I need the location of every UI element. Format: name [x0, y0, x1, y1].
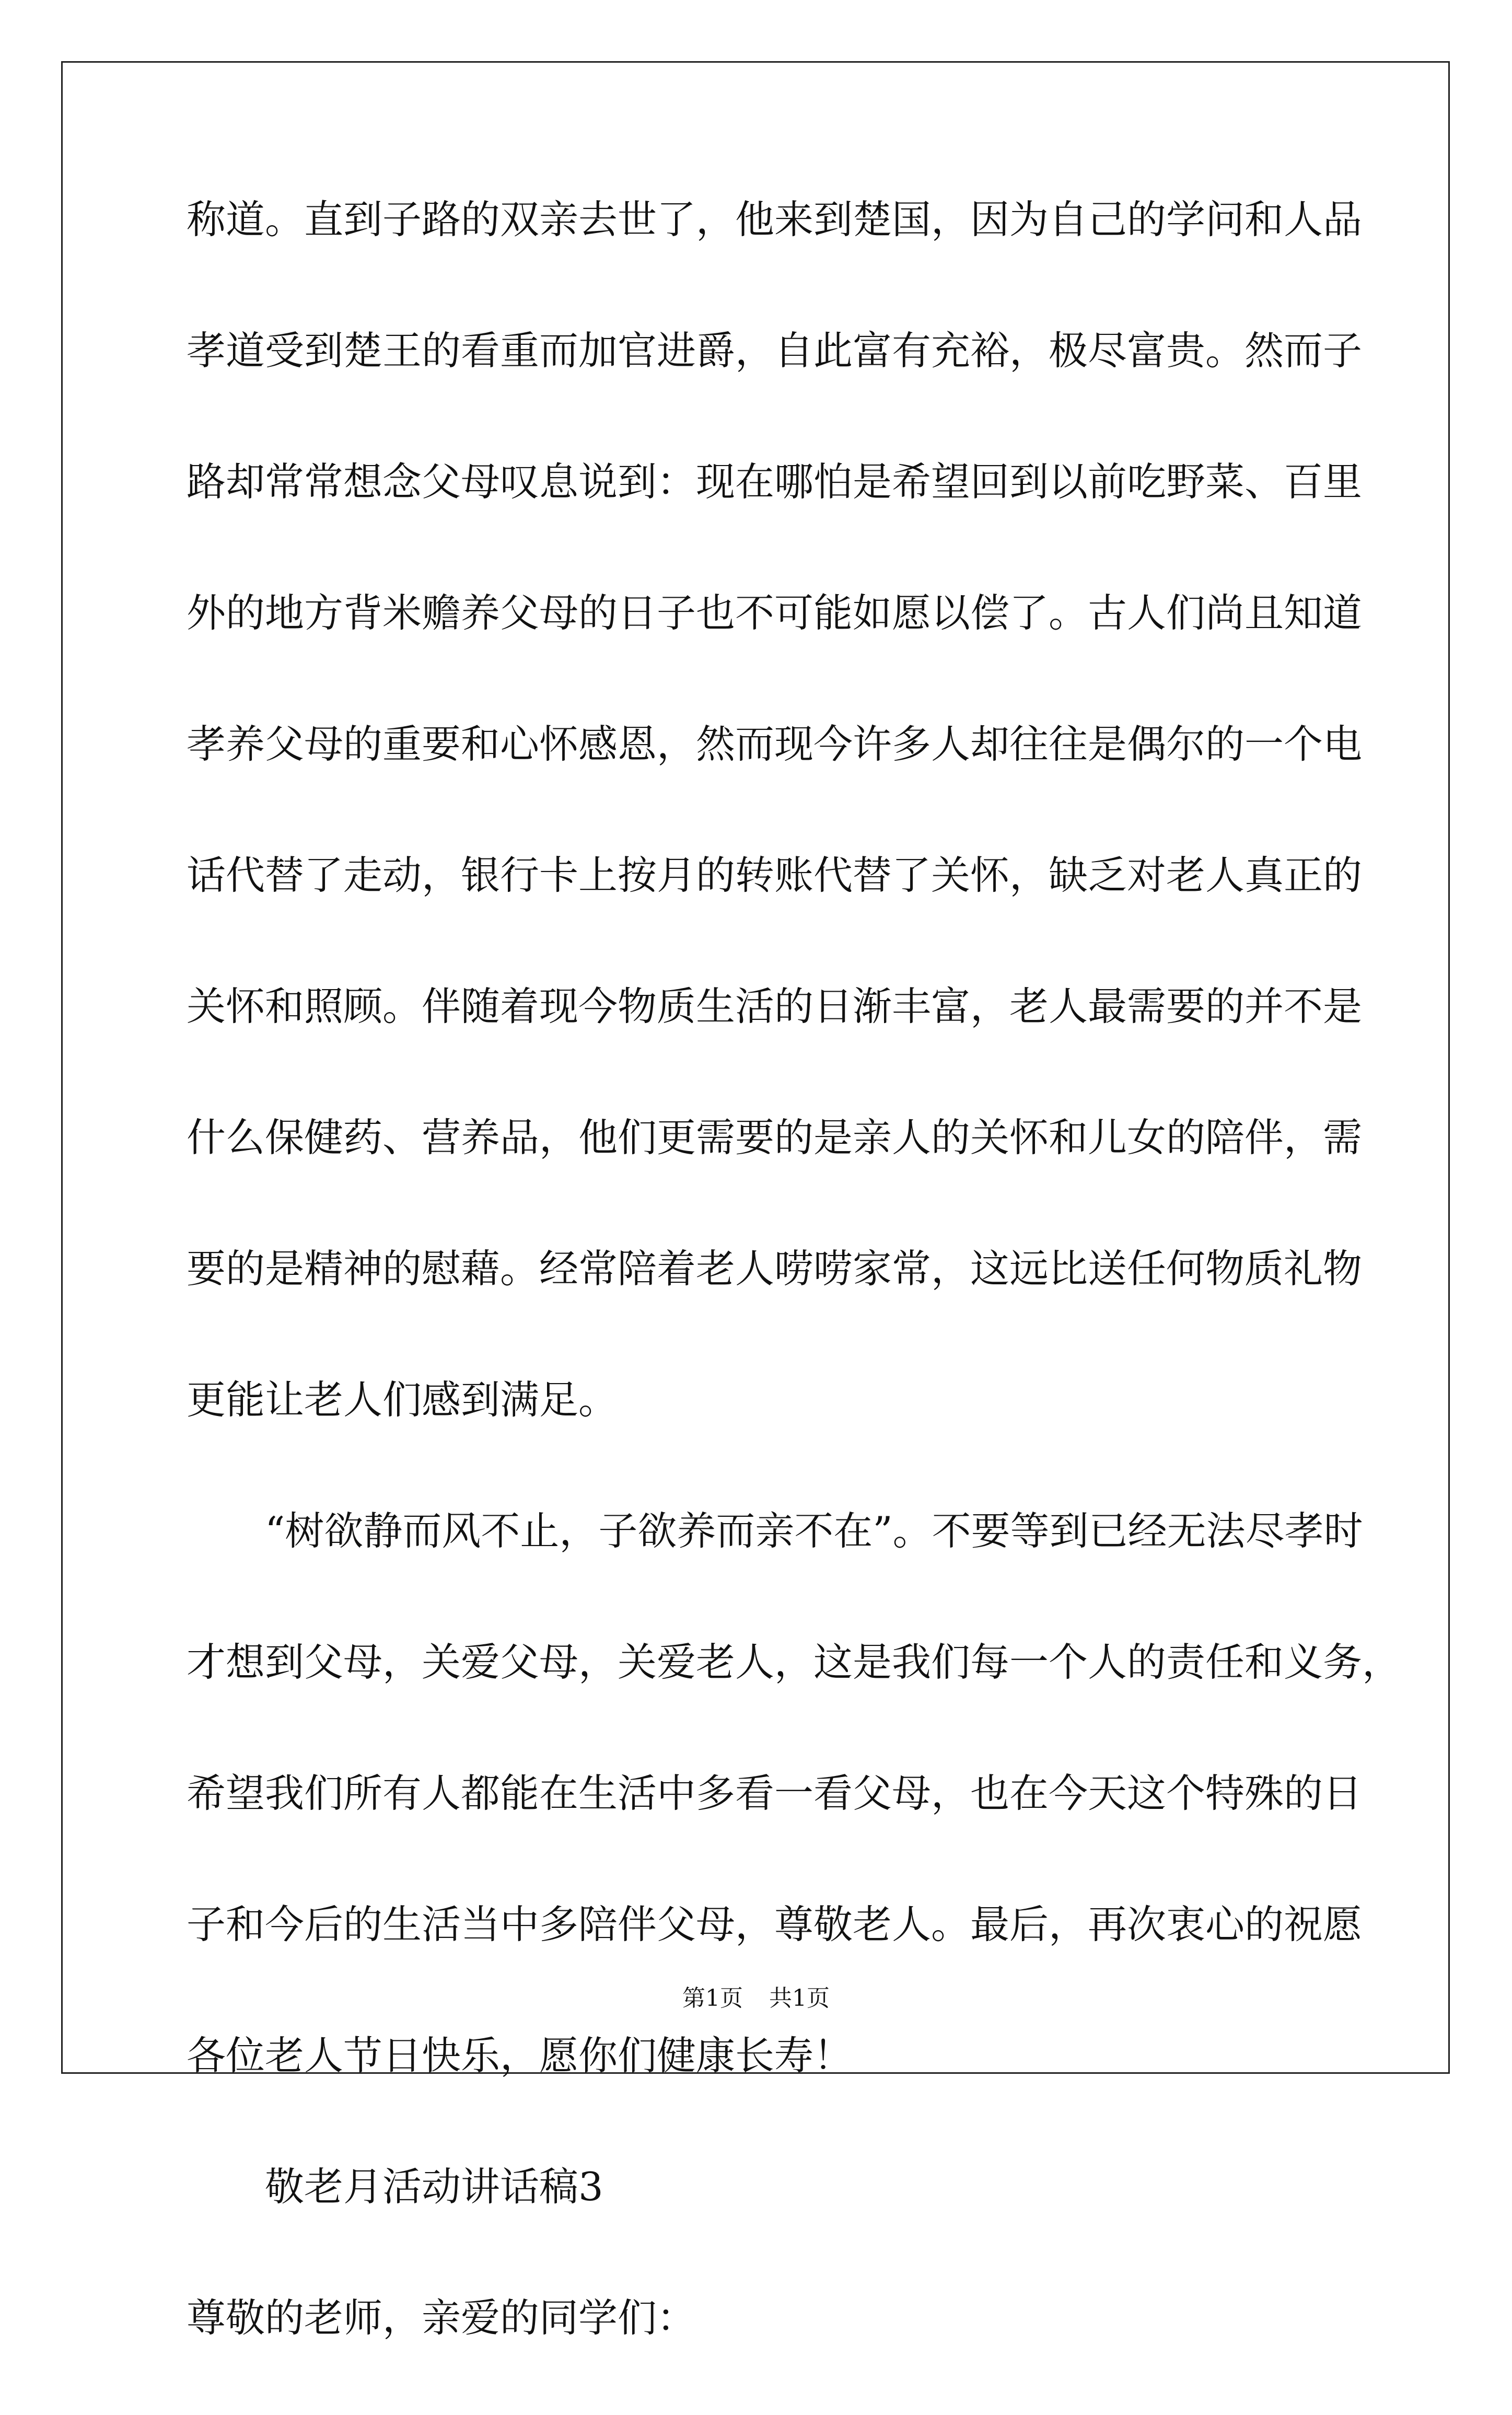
page-total: 共1页 [769, 1985, 830, 2012]
section-heading: 敬老月活动讲话稿3 [265, 2164, 603, 2210]
text-line: 孝养父母的重要和心怀感恩，然而现今许多人却往往是偶尔的一个电 [187, 721, 1363, 767]
salutation: 尊敬的老师，亲爱的同学们： [187, 2295, 696, 2341]
text-line: 外的地方背米赡养父母的日子也不可能如愿以偿了。古人们尚且知道 [187, 590, 1363, 636]
text-line: 孝道受到楚王的看重而加官进爵，自此富有充裕，极尽富贵。然而子 [187, 328, 1363, 374]
text-line: 路却常常想念父母叹息说到：现在哪怕是希望回到以前吃野菜、百里 [187, 459, 1363, 505]
text-line: 才想到父母，关爱父母，关爱老人，这是我们每一个人的责任和义务， [187, 1639, 1402, 1685]
text-line: 各位老人节日快乐，愿你们健康长寿！ [187, 2033, 853, 2079]
page-number: 第1页 [682, 1985, 743, 2012]
text-line: 话代替了走动，银行卡上按月的转账代替了关怀，缺乏对老人真正的 [187, 852, 1363, 898]
document-body [187, 185, 1402, 2415]
text-line: 称道。直到子路的双亲去世了，他来到楚国，因为自己的学问和人品 [187, 196, 1363, 242]
text-line: 子和今后的生活当中多陪伴父母，尊敬老人。最后，再次衷心的祝愿 [187, 1901, 1363, 1947]
text-line: 更能让老人们感到满足。 [187, 1377, 618, 1423]
paragraph-first-line: “树欲静而风不止，子欲养而亲不在”。不要等到已经无法尽孝时 [265, 1508, 1363, 1554]
text-line: 希望我们所有人都能在生活中多看一看父母，也在今天这个特殊的日 [187, 1770, 1363, 1816]
text-line: 什么保健药、营养品，他们更需要的是亲人的关怀和儿女的陪伴，需 [187, 1114, 1363, 1160]
text-line: 关怀和照顾。伴随着现今物质生活的日渐丰富，老人最需要的并不是 [187, 983, 1363, 1029]
text-line: 要的是精神的慰藉。经常陪着老人唠唠家常，这远比送任何物质礼物 [187, 1246, 1363, 1292]
page-footer [0, 1983, 1512, 2014]
